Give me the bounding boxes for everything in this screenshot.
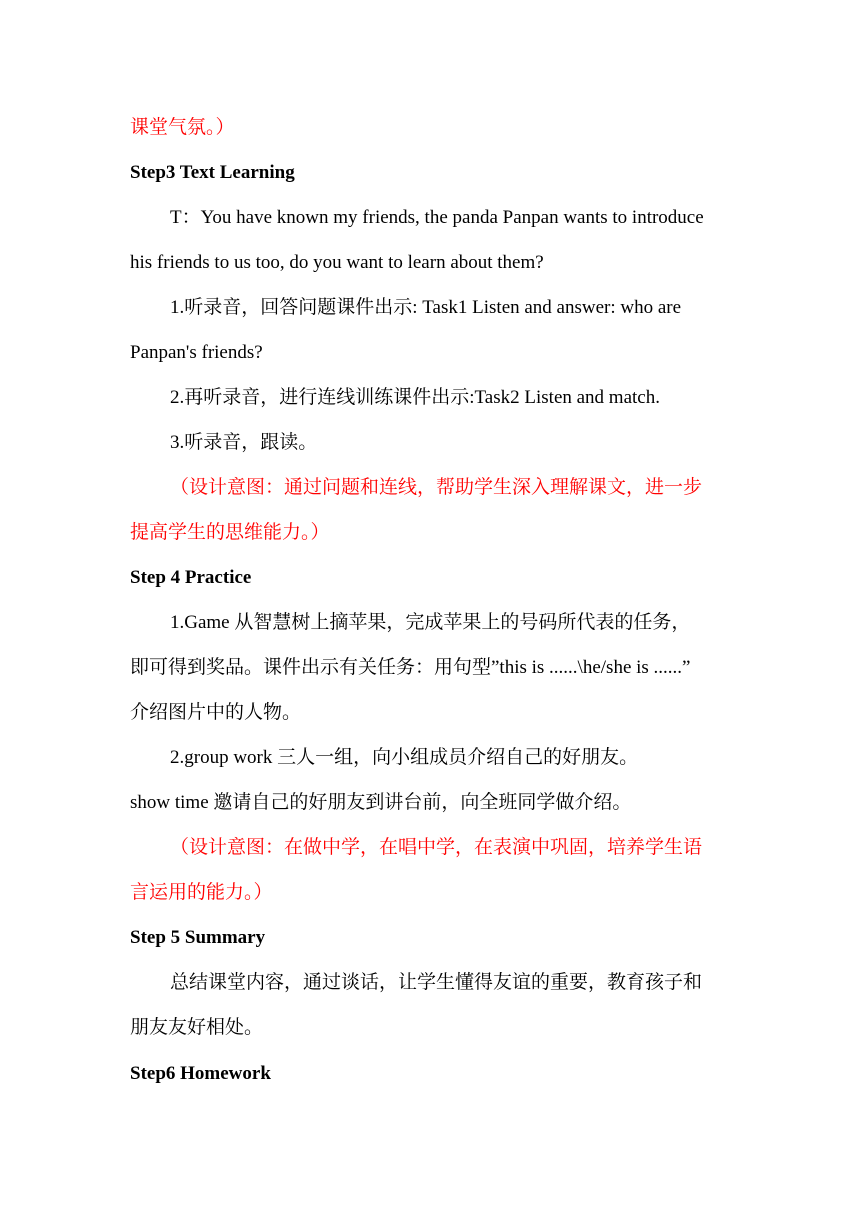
- design-note: （设计意图：在做中学，在唱中学，在表演中巩固，培养学生语: [170, 837, 703, 858]
- step5-heading: Step 5 Summary: [130, 927, 266, 948]
- task3-line: 3.听录音，跟读。: [170, 432, 318, 453]
- task1-line: 1.听录音，回答问题课件出示: Task1 Listen and answer: who are: [170, 297, 682, 318]
- design-note: （设计意图：通过问题和连线，帮助学生深入理解课文，进一步: [170, 477, 703, 498]
- design-note-end: 课堂气氛。）: [130, 117, 235, 138]
- game-line-cont: 即可得到奖品。课件出示有关任务：用句型”this is ......\he/she is ......”: [130, 657, 691, 678]
- task1-line-cont: Panpan's friends?: [130, 342, 263, 363]
- design-note-cont: 言运用的能力。）: [130, 882, 273, 903]
- design-note-cont: 提高学生的思维能力。）: [130, 522, 330, 543]
- show-time-line: show time 邀请自己的好朋友到讲台前，向全班同学做介绍。: [130, 792, 632, 813]
- paragraph-line: T：You have known my friends, the panda Panpan wants to introduce: [170, 207, 704, 228]
- game-line-cont: 介绍图片中的人物。: [130, 702, 302, 723]
- summary-line-cont: 朋友友好相处。: [130, 1017, 264, 1038]
- task2-line: 2.再听录音，进行连线训练课件出示:Task2 Listen and match.: [170, 387, 660, 408]
- step4-heading: Step 4 Practice: [130, 567, 252, 588]
- summary-line: 总结课堂内容，通过谈话，让学生懂得友谊的重要，教育孩子和: [170, 972, 703, 993]
- paragraph-line: his friends to us too, do you want to learn about them?: [130, 252, 544, 273]
- game-line: 1.Game 从智慧树上摘苹果，完成苹果上的号码所代表的任务，: [170, 612, 691, 633]
- step6-heading: Step6 Homework: [130, 1063, 271, 1084]
- step3-heading: Step3 Text Learning: [130, 162, 295, 183]
- group-work-line: 2.group work 三人一组，向小组成员介绍自己的好朋友。: [170, 747, 639, 768]
